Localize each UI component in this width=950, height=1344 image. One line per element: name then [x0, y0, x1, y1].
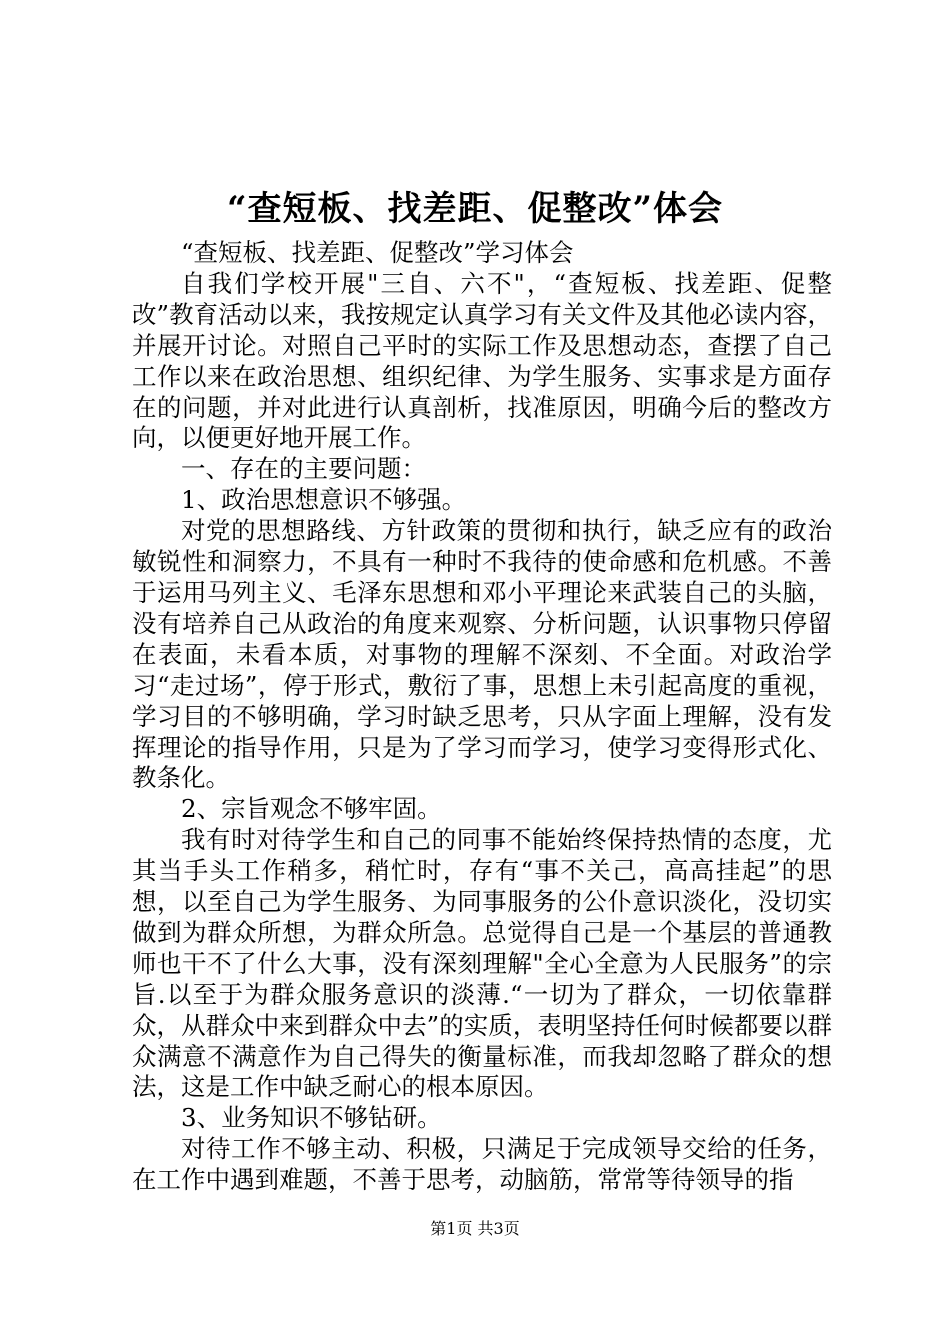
item-heading-3: 3、业务知识不够钻研。	[181, 1103, 442, 1133]
item-paragraph-1: 对党的思想路线、方针政策的贯彻和执行，缺乏应有的政治敏锐性和洞察力，不具有一种时不我待的使命感和危机感。不善于运用马列主义、毛泽东思想和邓小平理论来武装自己的头脑，没有培养自己从政治的角度来观察、分析问题，认识事物只停留在表面，未看本质，对事物的理解不深刻、不全面。对政治学习“走过场”，停于形式，敷衍了事，思想上未引起高度的重视，学习目的不够明确，学习时缺乏思考，只从字面上理解，没有发挥理论的指导作用，只是为了学习而学习，使学习变得形式化、教条化。	[132, 516, 832, 793]
item-heading-1: 1、政治思想意识不够强。	[181, 485, 467, 515]
document-body	[132, 238, 832, 1196]
item-paragraph-3: 对待工作不够主动、积极，只满足于完成领导交给的任务，在工作中遇到难题，不善于思考，动脑筋，常常等待领导的指	[132, 1134, 832, 1195]
intro-paragraph: 自我们学校开展"三自、六不"，“查短板、找差距、促整改”教育活动以来，我按规定认真学习有关文件及其他必读内容，并展开讨论。对照自己平时的实际工作及思想动态，查摆了自己工作以来在政治思想、组织纪律、为学生服务、实事求是方面存在的问题，并对此进行认真剖析，找准原因，明确今后的整改方向，以便更好地开展工作。	[132, 268, 832, 453]
item-heading-2: 2、宗旨观念不够牢固。	[181, 794, 442, 824]
document-title: “查短板、找差距、促整改”体会	[226, 189, 724, 229]
section-heading-problems: 一、存在的主要问题：	[181, 454, 426, 484]
page-footer: 第1页 共3页	[430, 1219, 520, 1238]
item-paragraph-2: 我有时对待学生和自己的同事不能始终保持热情的态度，尤其当手头工作稍多，稍忙时，存有“事不关己，高高挂起”的思想，以至自己为学生服务、为同事服务的公仆意识淡化，没切实做到为群众所想，为群众所急。总觉得自己是一个基层的普通教师也干不了什么大事，没有深刻理解"全心全意为人民服务”的宗旨.以至于为群众服务意识的淡薄.“一切为了群众，一切依靠群众，从群众中来到群众中去”的实质，表明坚持任何时候都要以群众满意不满意作为自己得失的衡量标准，而我却忽略了群众的想法，这是工作中缺乏耐心的根本原因。	[132, 825, 832, 1102]
subtitle-paragraph: “查短板、找差距、促整改”学习体会	[181, 238, 574, 267]
